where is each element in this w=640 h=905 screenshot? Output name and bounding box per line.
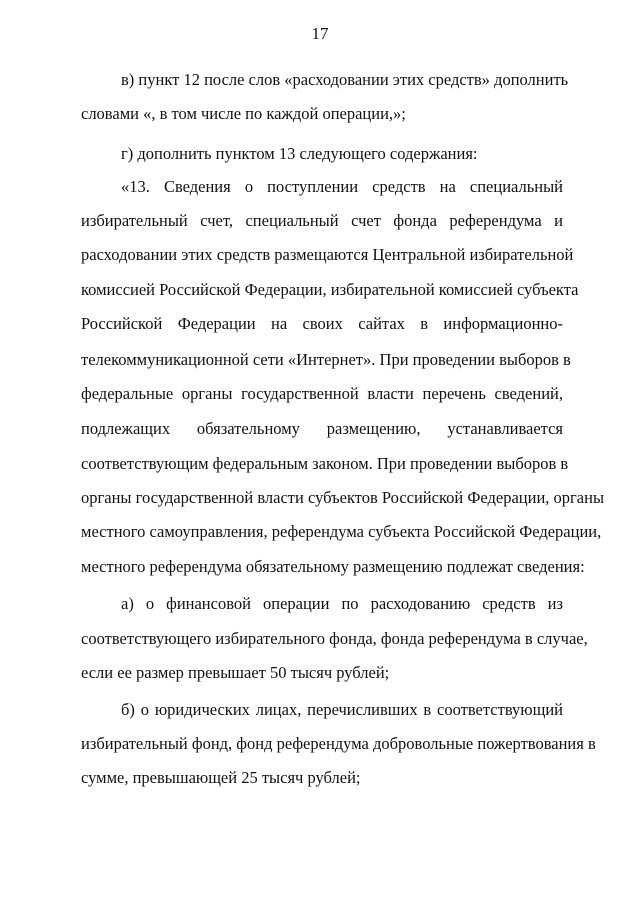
- text-line: федеральные органы государственной власти перечень сведений,: [81, 384, 563, 403]
- text-line: избирательный фонд, фонд референдума добровольные пожертвования в: [81, 734, 596, 753]
- text-line: соответствующего избирательного фонда, фонда референдума в случае,: [81, 629, 588, 648]
- text-line: б) о юридических лицах, перечисливших в соответствующий: [121, 700, 563, 719]
- text-line: телекоммуникационной сети «Интернет». При проведении выборов в: [81, 350, 571, 369]
- page-number: 17: [311, 24, 329, 43]
- text-line: Российской Федерации на своих сайтах в информационно-: [81, 314, 563, 333]
- text-line: расходовании этих средств размещаются Центральной избирательной: [81, 245, 574, 264]
- text-line: соответствующим федеральным законом. При проведении выборов в: [81, 454, 569, 473]
- text-line: местного самоуправления, референдума субъекта Российской Федерации,: [81, 522, 602, 541]
- text-line: избирательный счет, специальный счет фонда референдума и: [81, 211, 563, 230]
- text-line: в) пункт 12 после слов «расходовании этих средств» дополнить: [121, 70, 569, 89]
- text-line: органы государственной власти субъектов Российской Федерации, органы: [81, 488, 605, 507]
- text-line: комиссией Российской Федерации, избирательной комиссией субъекта: [81, 280, 579, 299]
- text-line: если ее размер превышает 50 тысяч рублей;: [81, 663, 390, 682]
- text-line: «13. Сведения о поступлении средств на специальный: [121, 177, 563, 196]
- text-line: а) о финансовой операции по расходованию средств из: [121, 594, 563, 613]
- text-line: сумме, превышающей 25 тысяч рублей;: [81, 768, 361, 787]
- text-line: подлежащих обязательному размещению, устанавливается: [81, 419, 563, 438]
- text-line: словами «, в том числе по каждой операции,»;: [81, 104, 406, 123]
- text-line: местного референдума обязательному размещению подлежат сведения:: [81, 557, 585, 576]
- text-line: г) дополнить пунктом 13 следующего содержания:: [121, 144, 478, 163]
